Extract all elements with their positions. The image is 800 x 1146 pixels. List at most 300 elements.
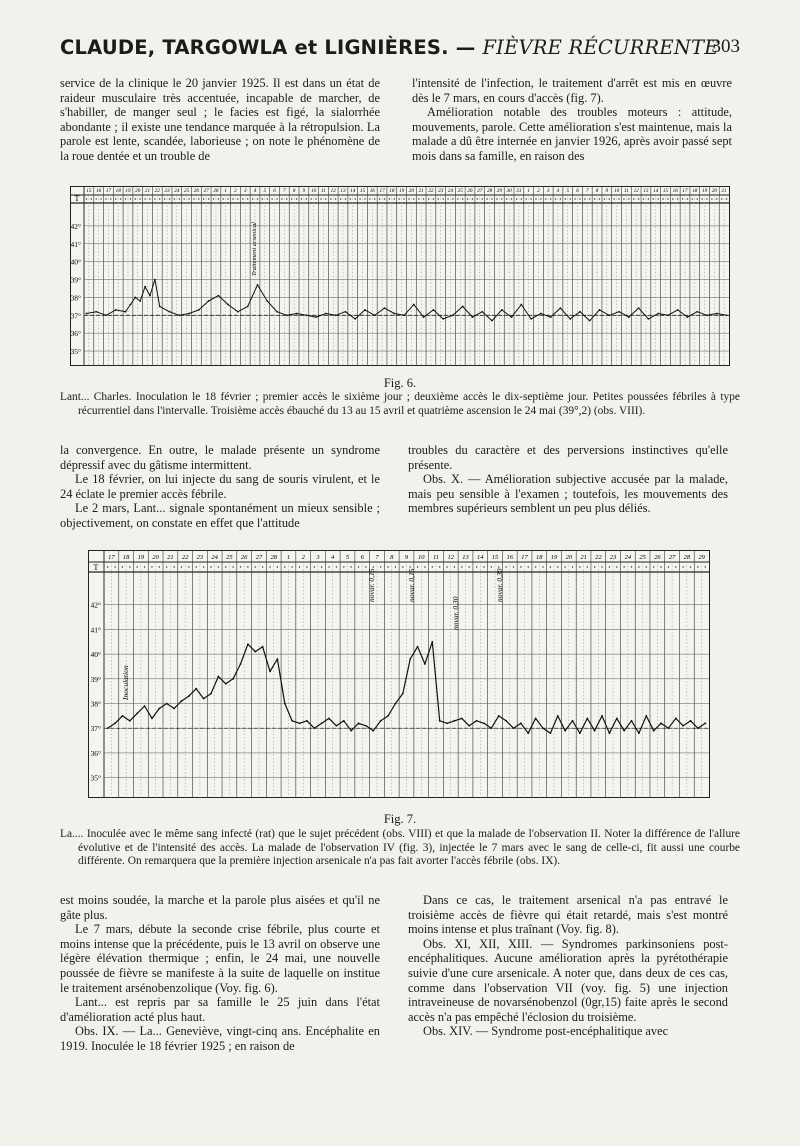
day-label: 18 xyxy=(389,188,395,194)
temperature-point xyxy=(217,675,219,677)
degree-label: 37° xyxy=(70,311,81,321)
temperature-point xyxy=(442,318,444,320)
day-label: 21 xyxy=(167,554,174,561)
temperature-point xyxy=(638,307,640,309)
temperature-point xyxy=(315,316,317,318)
fig7-temperature-chart xyxy=(88,550,710,798)
evening-mark xyxy=(384,198,385,199)
temperature-point xyxy=(660,722,662,724)
mid-left-paragraph-3: Le 2 mars, Lant... signale spontanément un mieux sensible ; objectivement, on constate en effet que l'attitude xyxy=(60,501,380,530)
morning-mark xyxy=(506,198,507,199)
day-label: 19 xyxy=(701,188,708,194)
temperature-point xyxy=(498,715,500,717)
temperature-point xyxy=(345,311,347,313)
temperature-point xyxy=(409,658,411,660)
evening-mark xyxy=(144,566,145,567)
temperature-point xyxy=(247,305,249,307)
temperature-point xyxy=(468,725,470,727)
morning-mark xyxy=(154,198,155,199)
evening-mark xyxy=(208,198,209,199)
morning-mark xyxy=(565,198,566,199)
evening-mark xyxy=(227,198,228,199)
temperature-point xyxy=(336,725,338,727)
day-label: 20 xyxy=(135,188,141,194)
morning-mark xyxy=(638,566,639,567)
day-label: 24 xyxy=(447,188,454,194)
morning-mark xyxy=(196,566,197,567)
morning-mark xyxy=(86,198,87,199)
day-label: 18 xyxy=(536,554,543,561)
evening-mark xyxy=(628,198,629,199)
evening-mark xyxy=(198,198,199,199)
temperature-point xyxy=(616,717,618,719)
day-label: 19 xyxy=(399,188,405,194)
evening-mark xyxy=(325,198,326,199)
morning-mark xyxy=(328,566,329,567)
evening-mark xyxy=(218,566,219,567)
temperature-point xyxy=(618,311,620,313)
bottom-right-column xyxy=(408,893,728,1039)
degree-label: 38° xyxy=(90,699,101,709)
morning-mark xyxy=(255,566,256,567)
temperature-point xyxy=(527,732,529,734)
day-label: 15 xyxy=(491,554,499,561)
evening-mark xyxy=(501,198,502,199)
evening-mark xyxy=(380,566,381,567)
evening-mark xyxy=(530,198,531,199)
morning-mark xyxy=(210,566,211,567)
temperature-point xyxy=(210,693,212,695)
temperature-point xyxy=(151,717,153,719)
day-label: 16 xyxy=(369,188,375,194)
evening-mark xyxy=(91,198,92,199)
morning-mark xyxy=(105,198,106,199)
day-label: 23 xyxy=(164,188,170,194)
morning-mark xyxy=(461,566,462,567)
temperature-point xyxy=(387,715,389,717)
fig6-treatment-annotation: Traitement arsenical xyxy=(251,222,258,276)
morning-mark xyxy=(144,198,145,199)
temperature-point xyxy=(335,314,337,316)
morning-mark xyxy=(340,198,341,199)
morning-mark xyxy=(350,198,351,199)
evening-mark xyxy=(188,566,189,567)
morning-mark xyxy=(692,198,693,199)
temperature-point xyxy=(726,314,728,316)
temperature-point xyxy=(439,720,441,722)
day-label: 11 xyxy=(432,554,440,561)
day-label: 20 xyxy=(152,554,159,561)
evening-mark xyxy=(491,198,492,199)
temperature-point xyxy=(589,320,591,322)
evening-mark xyxy=(173,566,174,567)
mid-left-paragraph-1: la convergence. En outre, le malade présente un syndrome dépressif avec du gâtisme intermittent. xyxy=(60,443,380,472)
evening-mark xyxy=(335,198,336,199)
chart-frame xyxy=(71,187,730,366)
temperature-point xyxy=(668,727,670,729)
temperature-point xyxy=(372,730,374,732)
fig7-caption-text: La.... Inoculée avec le même sang infecté (rat) que le sujet précédent (obs. VIII) et que la malade de l'observation II. Noter la différence de l'allure évolutive et de l'intensité des accès. La malade de l'observation IV (fig. 3), injectée le 7 mars avec le sang de celle-ci, fit aussi une courbe différente. On remarquera que la première injection arsenicale n'a pas fait avorter l'accès fébrile (obs. IX). xyxy=(60,828,740,868)
evening-mark xyxy=(188,198,189,199)
evening-mark xyxy=(599,198,600,199)
day-label: 29 xyxy=(496,188,502,194)
temperature-point xyxy=(511,316,513,318)
evening-mark xyxy=(528,566,529,567)
fig6-label: Fig. 6. xyxy=(383,376,417,390)
temperature-point xyxy=(144,286,146,288)
temperature-point xyxy=(158,708,160,710)
morning-mark xyxy=(520,566,521,567)
morning-mark xyxy=(672,198,673,199)
header-dash: — xyxy=(448,36,483,59)
morning-mark xyxy=(125,198,126,199)
morning-mark xyxy=(662,198,663,199)
top-left-paragraph: service de la clinique le 20 janvier 1925. Il est dans un état de raideur musculaire très accentuée, incapable de marcher, de s'habiller, de manger seul ; le facies est figé, la sialorrhée abondante ; il existe une tendance marquée à la rétropulsion. La parole est lente, scandée, laborieuse ; on note le phénomène de la roue dentée et un trouble de xyxy=(60,76,380,163)
degree-label: 42° xyxy=(70,221,81,231)
evening-mark xyxy=(452,198,453,199)
temperature-point xyxy=(462,305,464,307)
morning-mark xyxy=(183,198,184,199)
evening-mark xyxy=(667,198,668,199)
morning-mark xyxy=(174,198,175,199)
evening-mark xyxy=(542,566,543,567)
evening-mark xyxy=(550,198,551,199)
morning-mark xyxy=(477,198,478,199)
temperature-point xyxy=(628,316,630,318)
temperature-point xyxy=(638,732,640,734)
evening-mark xyxy=(203,566,204,567)
day-label: 14 xyxy=(653,188,659,194)
day-label: 17 xyxy=(521,554,528,561)
evening-mark xyxy=(433,198,434,199)
degree-label: 41° xyxy=(70,239,81,249)
temperature-point xyxy=(647,318,649,320)
evening-mark xyxy=(247,566,248,567)
temperature-point xyxy=(476,720,478,722)
day-label: 14 xyxy=(350,188,356,194)
morning-mark xyxy=(284,566,285,567)
morning-mark xyxy=(402,566,403,567)
temperature-point xyxy=(217,295,219,297)
bottom-left-paragraph-4: Obs. IX. — La... Geneviève, vingt-cinq ans. Encéphalite en 1919. Inoculée le 18 février 1925 ; en raison de xyxy=(60,1024,380,1053)
temperature-point xyxy=(380,720,382,722)
temperature-point xyxy=(608,732,610,734)
evening-mark xyxy=(232,566,233,567)
morning-mark xyxy=(550,566,551,567)
temperature-point xyxy=(328,717,330,719)
day-label: 28 xyxy=(486,188,493,194)
evening-mark xyxy=(120,198,121,199)
evening-mark xyxy=(286,198,287,199)
day-label: 22 xyxy=(154,188,160,194)
day-label: 22 xyxy=(595,554,602,561)
header-authors: CLAUDE, TARGOWLA et LIGNIÈRES. xyxy=(60,36,449,59)
morning-mark xyxy=(604,198,605,199)
evening-mark xyxy=(572,566,573,567)
morning-mark xyxy=(291,198,292,199)
day-label: 21 xyxy=(721,188,727,194)
day-label: 15 xyxy=(662,188,669,194)
temperature-point xyxy=(569,318,571,320)
evening-mark xyxy=(306,198,307,199)
temperature-point xyxy=(704,722,706,724)
evening-mark xyxy=(424,566,425,567)
morning-mark xyxy=(418,198,419,199)
evening-mark xyxy=(472,198,473,199)
temperature-point xyxy=(579,311,581,313)
day-label: 21 xyxy=(144,188,151,194)
evening-mark xyxy=(321,566,322,567)
top-right-paragraph-1: l'intensité de l'infection, le traitement d'arrêt est mis en œuvre dès le 7 mars, en cours d'accès (fig. 7). xyxy=(412,76,732,105)
morning-mark xyxy=(668,566,669,567)
day-label: 3 xyxy=(546,188,550,194)
temperature-point xyxy=(159,305,161,307)
day-label: 31 xyxy=(516,188,522,194)
temperature-point xyxy=(286,314,288,316)
evening-mark xyxy=(237,198,238,199)
evening-mark xyxy=(618,198,619,199)
top-right-column xyxy=(412,76,732,164)
evening-mark xyxy=(413,198,414,199)
day-label: 28 xyxy=(213,188,219,194)
temperature-point xyxy=(149,295,151,297)
evening-mark xyxy=(364,198,365,199)
morning-mark xyxy=(166,566,167,567)
temperature-point xyxy=(139,300,141,302)
temperature-point xyxy=(431,641,433,643)
temperature-point xyxy=(364,309,366,311)
morning-mark xyxy=(408,198,409,199)
running-header xyxy=(60,36,740,70)
day-label: 24 xyxy=(174,188,180,194)
day-label: 16 xyxy=(96,188,102,194)
degree-label: 40° xyxy=(70,257,81,267)
evening-mark xyxy=(277,566,278,567)
day-label: 8 xyxy=(292,188,296,194)
temperature-point xyxy=(594,730,596,732)
temperature-point xyxy=(423,316,425,318)
temperature-point xyxy=(105,314,107,316)
morning-mark xyxy=(379,198,380,199)
temperature-point xyxy=(227,304,229,306)
mid-left-paragraph-2: Le 18 février, on lui injecte du sang de souris virulent, et le 24 éclate le premier accès fébrile. xyxy=(60,472,380,501)
day-label: 13 xyxy=(462,554,469,561)
morning-mark xyxy=(193,198,194,199)
evening-mark xyxy=(513,566,514,567)
evening-mark xyxy=(345,198,346,199)
day-label: 2 xyxy=(301,554,305,561)
evening-mark xyxy=(296,198,297,199)
morning-mark xyxy=(232,198,233,199)
temperature-point xyxy=(586,717,588,719)
morning-mark xyxy=(535,198,536,199)
morning-mark xyxy=(389,198,390,199)
day-label: 11 xyxy=(623,188,629,194)
morning-mark xyxy=(584,198,585,199)
evening-mark xyxy=(482,198,483,199)
evening-mark xyxy=(110,198,111,199)
evening-mark xyxy=(690,566,691,567)
evening-mark xyxy=(638,198,639,199)
day-label: 13 xyxy=(643,188,649,194)
degree-label: 39° xyxy=(90,674,101,684)
temperature-point xyxy=(384,307,386,309)
day-label: 7 xyxy=(283,188,286,194)
mid-right-paragraph-2: Obs. X. — Amélioration subjective accusée par la malade, mais peu sensible à l'examen ; toutefois, les mouvements des membres supérieurs semblent un peu plus déliés. xyxy=(408,472,728,516)
temperature-point xyxy=(472,316,474,318)
day-label: 17 xyxy=(682,188,688,194)
mid-right-paragraph-1: troubles du caractère et des perversions instinctives qu'elle présente. xyxy=(408,443,728,472)
morning-mark xyxy=(271,198,272,199)
evening-mark xyxy=(675,566,676,567)
bottom-right-paragraph-3: Obs. XIV. — Syndrome post-encéphalitique avec xyxy=(423,1024,669,1039)
temperature-point xyxy=(432,309,434,311)
day-label: 7 xyxy=(375,554,379,561)
bottom-left-paragraph-3: Lant... est repris par sa famille le 25 juin dans l'état d'amélioration acté plus haut. xyxy=(60,995,380,1024)
evening-mark xyxy=(579,198,580,199)
morning-mark xyxy=(555,198,556,199)
morning-mark xyxy=(594,566,595,567)
day-label: 4 xyxy=(253,188,257,194)
temperature-point xyxy=(657,313,659,315)
morning-mark xyxy=(240,566,241,567)
evening-mark xyxy=(129,566,130,567)
bottom-left-paragraph-2: Le 7 mars, débute la seconde crise fébrile, plus courte et moins intense que la précédente, puis le 13 avril on observe une légère élévation thermique ; enfin, le 24 mai, une nouvelle poussée de fièvre se manifeste à la suite de laquelle on institue le traitement arsénobenzolique (Voy. fig. 6). xyxy=(60,922,380,995)
fig7-annotation: Inoculation xyxy=(121,665,130,700)
day-label: 17 xyxy=(105,188,112,194)
morning-mark xyxy=(682,198,683,199)
fig7-annotation: novar. 0,30 xyxy=(495,568,504,602)
morning-mark xyxy=(545,198,546,199)
morning-mark xyxy=(314,566,315,567)
temperature-point xyxy=(166,703,168,705)
temperature-point xyxy=(195,688,197,690)
temperature-point xyxy=(125,311,127,313)
evening-mark xyxy=(462,198,463,199)
evening-mark xyxy=(276,198,277,199)
temperature-point xyxy=(490,727,492,729)
morning-mark xyxy=(252,198,253,199)
day-label: 5 xyxy=(263,188,267,194)
evening-mark xyxy=(100,198,101,199)
morning-mark xyxy=(579,566,580,567)
day-label: 19 xyxy=(125,188,131,194)
morning-mark xyxy=(417,566,418,567)
temperature-point xyxy=(461,717,463,719)
morning-mark xyxy=(496,198,497,199)
temperature-point xyxy=(247,643,249,645)
evening-mark xyxy=(442,198,443,199)
evening-mark xyxy=(257,198,258,199)
temperature-point xyxy=(540,313,542,315)
morning-mark xyxy=(269,566,270,567)
evening-mark xyxy=(306,566,307,567)
morning-mark xyxy=(486,198,487,199)
temperature-point xyxy=(232,678,234,680)
day-label: 26 xyxy=(467,188,473,194)
temperature-point xyxy=(95,311,97,313)
evening-mark xyxy=(315,198,316,199)
page-number: 303 xyxy=(711,36,740,57)
temperature-point xyxy=(257,284,259,286)
evening-mark xyxy=(726,198,727,199)
morning-mark xyxy=(467,198,468,199)
row-label-t: T xyxy=(93,563,99,572)
evening-mark xyxy=(540,198,541,199)
temperature-point xyxy=(542,727,544,729)
evening-mark xyxy=(218,198,219,199)
day-label: 8 xyxy=(595,188,599,194)
temperature-point xyxy=(687,316,689,318)
evening-mark xyxy=(706,198,707,199)
evening-mark xyxy=(403,198,404,199)
temperature-point xyxy=(623,730,625,732)
temperature-point xyxy=(325,313,327,315)
evening-mark xyxy=(409,566,410,567)
temperature-point xyxy=(599,309,601,311)
day-label: 1 xyxy=(286,554,291,561)
temperature-point xyxy=(188,313,190,315)
evening-mark xyxy=(511,198,512,199)
top-right-paragraph-2: Amélioration notable des troubles moteurs : attitude, mouvements, parole. Cette amélioration s'est maintenue, mais la malade a dû être internée en janvier 1926, après avoir passé sept mois dans sa famille, en raison des xyxy=(412,105,732,163)
day-label: 17 xyxy=(108,554,115,561)
temperature-point xyxy=(276,658,278,660)
evening-mark xyxy=(687,198,688,199)
temperature-point xyxy=(321,722,323,724)
temperature-point xyxy=(291,720,293,722)
day-label: 10 xyxy=(418,554,425,561)
top-left-column xyxy=(60,76,380,164)
morning-mark xyxy=(135,198,136,199)
bottom-right-paragraph-2: Obs. XI, XII, XIII. — Syndromes parkinsoniens post-encéphalitiques. Aucune amélioration après la pyrétothérapie suivie d'une cure arsenicale. A noter que, dans deux de ces cas, comme dans l'observation VII (voy. fig. 5) une injection intraveineuse de novarsénobenzol (0gr,15) faite après le second accès n'a pas empêché l'éclosion du troisième. xyxy=(408,936,728,1024)
fig6-chart xyxy=(70,186,730,366)
day-label: 15 xyxy=(359,188,366,194)
temperature-point xyxy=(520,304,522,306)
temperature-point xyxy=(608,314,610,316)
temperature-point xyxy=(305,314,307,316)
temperature-point xyxy=(107,727,109,729)
temperature-point xyxy=(284,703,286,705)
day-label: 20 xyxy=(565,554,573,561)
temperature-point xyxy=(393,313,395,315)
evening-mark xyxy=(646,566,647,567)
morning-mark xyxy=(320,198,321,199)
day-label: 26 xyxy=(193,188,199,194)
morning-mark xyxy=(516,198,517,199)
day-label: 10 xyxy=(614,188,620,194)
fig6-caption-text: Lant... Charles. Inoculation le 18 février ; premier accès le sixième jour ; deuxième accès le dix-septième jour. Petites poussées fébriles à type récurrentiel dans l'intervalle. Troisième accès ébauché du 13 au 15 avril et quatrième ascension le 24 mai (39°,2) (obs. VIII). xyxy=(60,391,740,417)
evening-mark xyxy=(149,198,150,199)
morning-mark xyxy=(564,566,565,567)
temperature-point xyxy=(682,725,684,727)
evening-mark xyxy=(365,566,366,567)
morning-mark xyxy=(225,566,226,567)
temperature-point xyxy=(560,307,562,309)
day-label: 7 xyxy=(585,188,589,194)
day-label: 24 xyxy=(211,554,218,561)
day-label: 27 xyxy=(203,188,209,194)
temperature-point xyxy=(299,722,301,724)
temperature-point xyxy=(706,314,708,316)
temperature-point xyxy=(530,318,532,320)
degree-label: 39° xyxy=(70,275,81,285)
temperature-point xyxy=(181,700,183,702)
day-label: 3 xyxy=(243,188,247,194)
temperature-point xyxy=(296,313,298,315)
morning-mark xyxy=(122,566,123,567)
evening-mark xyxy=(648,198,649,199)
temperature-point xyxy=(572,720,574,722)
